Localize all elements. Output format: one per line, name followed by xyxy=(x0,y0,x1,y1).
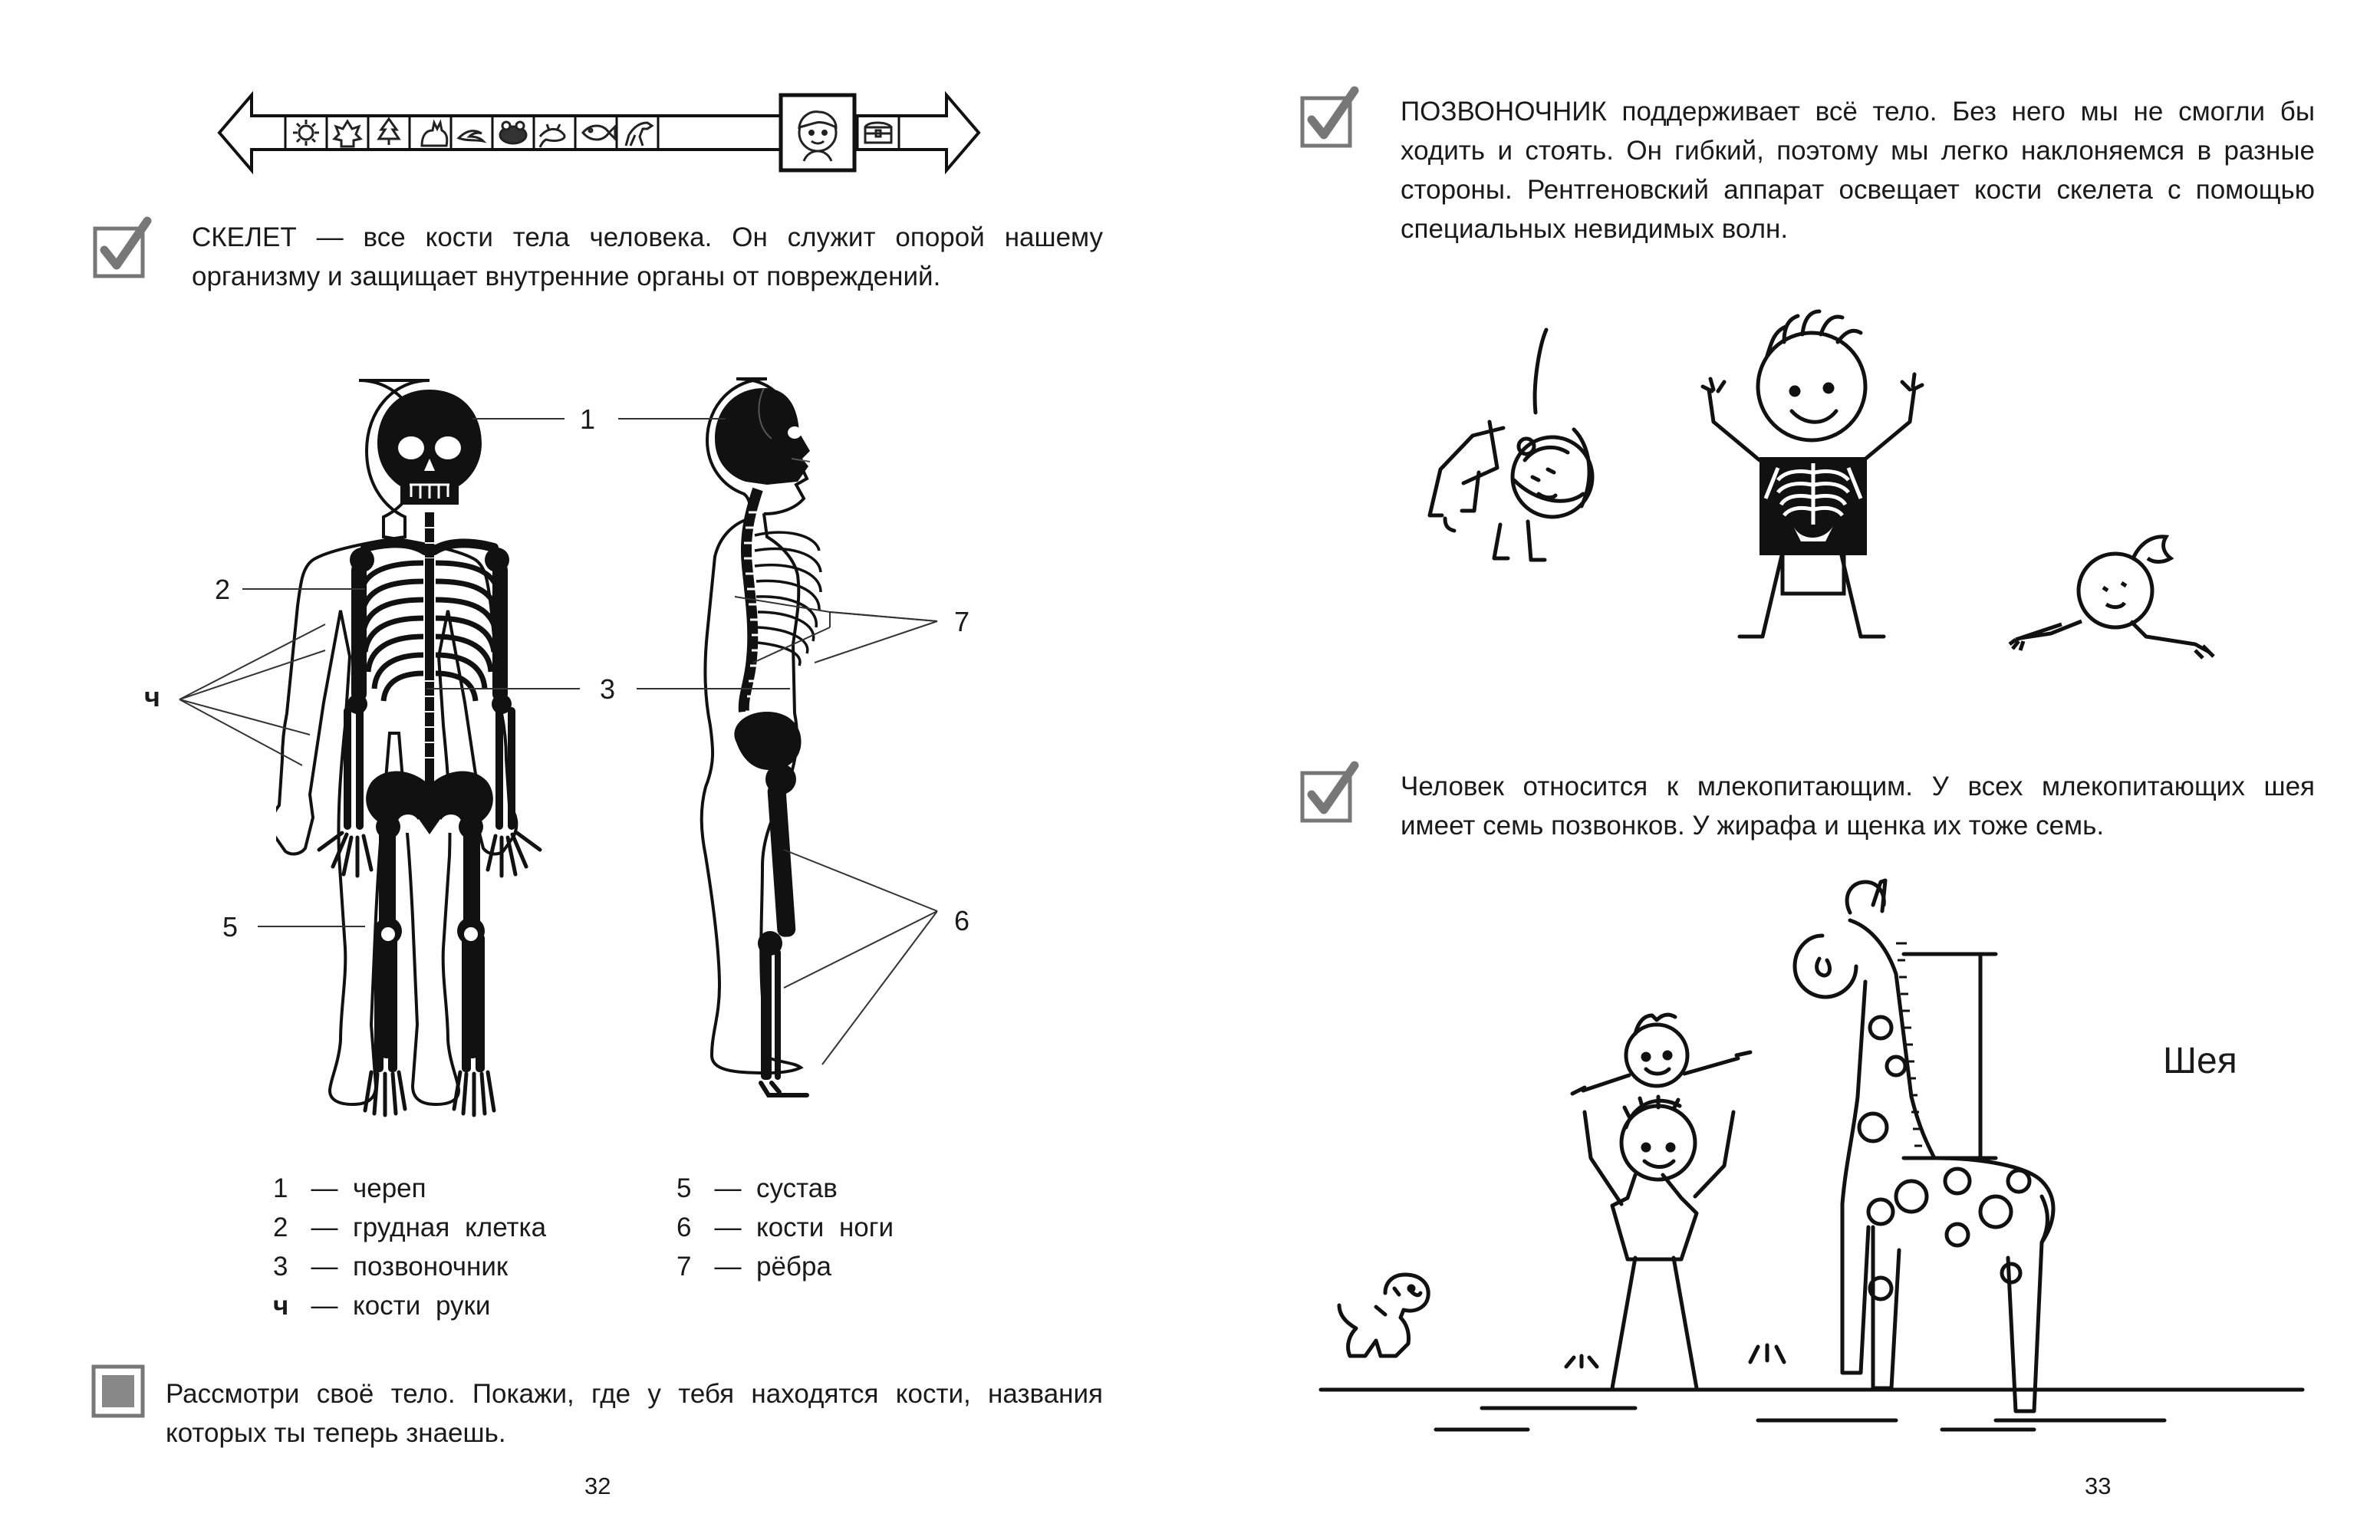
legend-item: 5 — сустав xyxy=(676,1173,838,1203)
legend-item: 6 — кости ноги xyxy=(676,1213,894,1242)
mammals-text: Человек относится к млекопитающим. У всех млекопитающих шея имеет семь позвонков. У жирафа и щенка их тоже семь. xyxy=(1401,772,2315,841)
page-number: 32 xyxy=(584,1473,611,1499)
page-number: 33 xyxy=(2085,1473,2112,1499)
legend-column-1 xyxy=(273,1169,546,1325)
legend-item: 7 — рёбра xyxy=(676,1252,831,1282)
figure-label-4: ч xyxy=(144,681,160,712)
neck-label: Шея xyxy=(2163,1041,2237,1081)
figure-label-2: 2 xyxy=(215,574,231,605)
right-page xyxy=(1190,0,2380,1540)
checked-checkbox-icon xyxy=(1298,86,1362,150)
legend-item: 1 — череп xyxy=(273,1173,426,1203)
kids-exercise-illustration xyxy=(1336,299,2303,690)
legend-column-2 xyxy=(676,1169,894,1286)
skeleton-intro-text: СКЕЛЕТ — все кости тела человека. Он служит опорой нашему организму и защищает внутренние органы от повреждений. xyxy=(192,222,1103,291)
figure-label-5: 5 xyxy=(222,911,239,943)
legend-item: 3 — позвоночник xyxy=(273,1252,509,1282)
legend-item: 2 — грудная клетка xyxy=(273,1213,547,1242)
figure-label-7: 7 xyxy=(954,606,970,637)
figure-label-1: 1 xyxy=(580,403,596,435)
task-square-icon xyxy=(89,1361,153,1425)
figure-label-6: 6 xyxy=(954,905,970,936)
legend-item: ч — кости руки xyxy=(273,1291,491,1321)
task-text: Рассмотри своё тело. Покажи, где у тебя находятся кости, названия которых ты теперь знаешь. xyxy=(166,1379,1103,1448)
spine-text: ПОЗВОНОЧНИК поддерживает всё тело. Без него мы не смогли бы ходить и стоять. Он гибкий, поэтому мы легко наклоняемся в разные стороны. Рентгеновский аппарат освещает кости скелета с помощью специальных невидимых волн. xyxy=(1401,97,2315,244)
giraffe-kids-illustration xyxy=(1313,874,2310,1457)
figure-label-3: 3 xyxy=(600,673,616,705)
checked-checkbox-icon xyxy=(1298,761,1362,825)
